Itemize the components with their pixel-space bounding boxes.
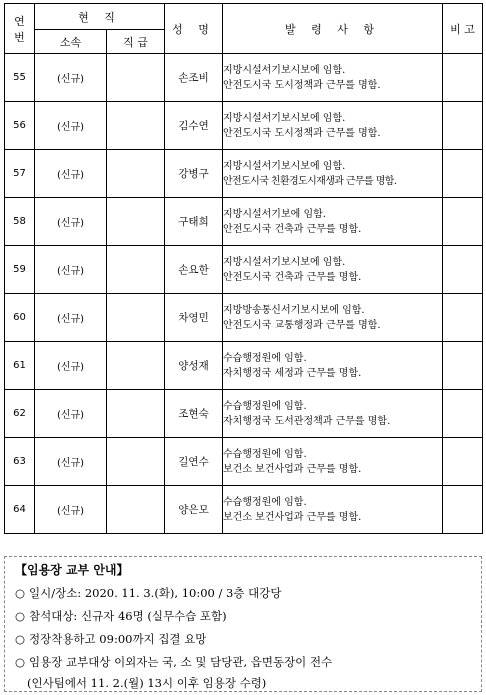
table-row bbox=[5, 246, 483, 294]
position-cell bbox=[107, 486, 165, 534]
order-cell bbox=[223, 390, 443, 438]
header-position: 직 급 bbox=[107, 30, 165, 54]
name-cell: 김수연 bbox=[165, 102, 223, 150]
position-cell bbox=[107, 150, 165, 198]
seq-cell: 61 bbox=[5, 342, 35, 390]
position-cell bbox=[107, 438, 165, 486]
order-cell bbox=[223, 150, 443, 198]
order-line: 지방시설서기보시보에 임함. bbox=[223, 160, 346, 172]
seq-cell: 60 bbox=[5, 294, 35, 342]
bullet-icon: ○ bbox=[15, 586, 26, 600]
order-line: 수습행정원에 임함. bbox=[223, 352, 307, 364]
header-affiliation: 소속 bbox=[35, 30, 107, 54]
seq-cell: 62 bbox=[5, 390, 35, 438]
notice-item-continuation: (인사팀에서 11. 2.(월) 13시 이후 임용장 수령) bbox=[27, 676, 267, 690]
name-cell: 조현숙 bbox=[165, 390, 223, 438]
order-line: 수습행정원에 임함. bbox=[223, 496, 307, 508]
name-cell: 길연수 bbox=[165, 438, 223, 486]
order-cell bbox=[223, 198, 443, 246]
notice-item: ○ 일시/장소: 2020. 11. 3.(화), 10:00 / 3층 대강당 bbox=[15, 586, 282, 600]
bullet-icon: ○ bbox=[15, 609, 26, 623]
table-row bbox=[5, 486, 483, 534]
remarks-cell bbox=[443, 486, 483, 534]
notice-item: ○ 참석대상: 신규자 46명 (실무수습 포함) bbox=[15, 609, 227, 623]
order-line: 지방시설서기보시보에 임함. bbox=[223, 256, 346, 268]
name-cell: 강병구 bbox=[165, 150, 223, 198]
name-cell: 양은모 bbox=[165, 486, 223, 534]
order-line: 안전도시국 건축과 근무를 명함. bbox=[223, 223, 362, 235]
notice-item: ○ 임용장 교부대상 이외자는 국, 소 및 담당관, 읍면동장이 전수 bbox=[15, 655, 333, 669]
bullet-icon: ○ bbox=[15, 632, 26, 646]
order-line: 수습행정원에 임함. bbox=[223, 448, 307, 460]
remarks-cell bbox=[443, 438, 483, 486]
remarks-cell bbox=[443, 294, 483, 342]
order-line: 자치행정국 세정과 근무를 명함. bbox=[223, 367, 362, 379]
remarks-cell bbox=[443, 342, 483, 390]
header-name: 성 명 bbox=[165, 4, 223, 54]
name-cell: 양성재 bbox=[165, 342, 223, 390]
order-line: 보건소 보건사업과 근무를 명함. bbox=[223, 511, 362, 523]
name-cell: 손요한 bbox=[165, 246, 223, 294]
order-cell bbox=[223, 54, 443, 102]
notice-title: 【임용장 교부 안내】 bbox=[15, 563, 129, 577]
remarks-cell bbox=[443, 102, 483, 150]
position-cell bbox=[107, 198, 165, 246]
affiliation-cell: (신규) bbox=[35, 54, 107, 102]
header-seq: 연번 bbox=[5, 4, 35, 54]
table-row bbox=[5, 438, 483, 486]
order-line: 수습행정원에 임함. bbox=[223, 400, 307, 412]
name-cell: 손조비 bbox=[165, 54, 223, 102]
order-line: 안전도시국 친환경도시재생과 근무를 명함. bbox=[223, 175, 397, 187]
name-cell: 구태희 bbox=[165, 198, 223, 246]
order-cell bbox=[223, 486, 443, 534]
position-cell bbox=[107, 102, 165, 150]
seq-cell: 57 bbox=[5, 150, 35, 198]
order-line: 지방시설서기보시보에 임함. bbox=[223, 112, 346, 124]
affiliation-cell: (신규) bbox=[35, 102, 107, 150]
seq-cell: 63 bbox=[5, 438, 35, 486]
table-row bbox=[5, 102, 483, 150]
order-line: 보건소 보건사업과 근무를 명함. bbox=[223, 463, 362, 475]
order-line: 자치행정국 도서관정책과 근무를 명함. bbox=[223, 415, 391, 427]
position-cell bbox=[107, 342, 165, 390]
remarks-cell bbox=[443, 54, 483, 102]
seq-cell: 56 bbox=[5, 102, 35, 150]
seq-cell: 55 bbox=[5, 54, 35, 102]
order-line: 지방시설서기보에 임함. bbox=[223, 208, 326, 220]
affiliation-cell: (신규) bbox=[35, 150, 107, 198]
position-cell bbox=[107, 246, 165, 294]
affiliation-cell: (신규) bbox=[35, 246, 107, 294]
affiliation-cell: (신규) bbox=[35, 198, 107, 246]
bullet-icon: ○ bbox=[15, 655, 26, 669]
affiliation-cell: (신규) bbox=[35, 390, 107, 438]
remarks-cell bbox=[443, 150, 483, 198]
table-row bbox=[5, 294, 483, 342]
order-cell bbox=[223, 294, 443, 342]
order-line: 안전도시국 건축과 근무를 명함. bbox=[223, 271, 362, 283]
table-row bbox=[5, 54, 483, 102]
seq-cell: 58 bbox=[5, 198, 35, 246]
seq-cell: 59 bbox=[5, 246, 35, 294]
order-line: 안전도시국 도시정책과 근무를 명함. bbox=[223, 79, 381, 91]
order-cell bbox=[223, 246, 443, 294]
order-line: 지방방송통신서기보시보에 임함. bbox=[223, 304, 365, 316]
table-row bbox=[5, 198, 483, 246]
affiliation-cell: (신규) bbox=[35, 486, 107, 534]
affiliation-cell: (신규) bbox=[35, 294, 107, 342]
order-line: 안전도시국 교통행정과 근무를 명함. bbox=[223, 319, 381, 331]
header-current: 현 직 bbox=[35, 4, 165, 30]
order-cell bbox=[223, 102, 443, 150]
header-order: 발 령 사 항 bbox=[223, 4, 443, 54]
appointment-table bbox=[4, 3, 483, 534]
name-cell: 차영민 bbox=[165, 294, 223, 342]
remarks-cell bbox=[443, 246, 483, 294]
remarks-cell bbox=[443, 198, 483, 246]
notice-item: ○ 정장착용하고 09:00까지 집결 요망 bbox=[15, 632, 207, 646]
order-cell bbox=[223, 342, 443, 390]
order-cell bbox=[223, 438, 443, 486]
order-line: 지방시설서기보시보에 임함. bbox=[223, 64, 346, 76]
table-row bbox=[5, 342, 483, 390]
position-cell bbox=[107, 54, 165, 102]
header-remarks: 비 고 bbox=[443, 4, 483, 54]
affiliation-cell: (신규) bbox=[35, 342, 107, 390]
table-row bbox=[5, 390, 483, 438]
remarks-cell bbox=[443, 390, 483, 438]
appointment-notice-box bbox=[4, 556, 482, 692]
seq-cell: 64 bbox=[5, 486, 35, 534]
table-row bbox=[5, 150, 483, 198]
position-cell bbox=[107, 294, 165, 342]
affiliation-cell: (신규) bbox=[35, 438, 107, 486]
order-line: 안전도시국 도시정책과 근무를 명함. bbox=[223, 127, 381, 139]
position-cell bbox=[107, 390, 165, 438]
